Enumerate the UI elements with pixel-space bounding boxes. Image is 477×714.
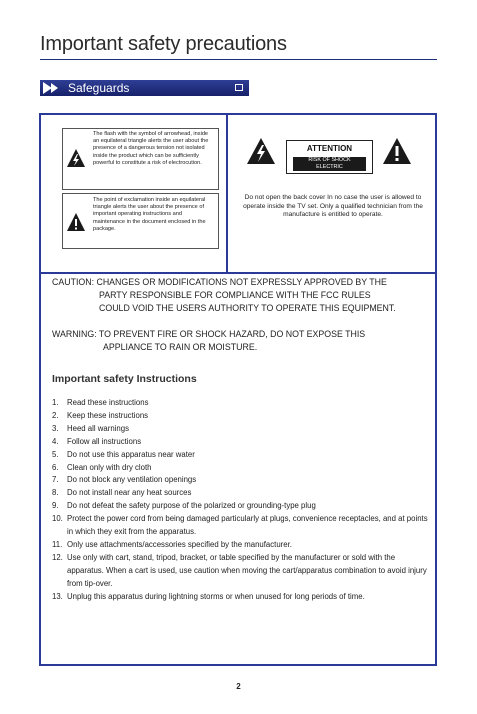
list-item-text: Use only with cart, stand, tripod, bracket, or table specified by the manufacturer or sold with the apparatus. When a cart is used, use caution when moving the cart/apparatus combination to avoid injury from tip-over.	[67, 552, 427, 588]
instructions-list	[52, 397, 428, 604]
list-item	[52, 423, 428, 436]
caution-paragraph	[52, 276, 432, 315]
list-item	[52, 513, 428, 539]
page-number: 2	[236, 682, 241, 691]
list-item-number: 1.	[52, 398, 59, 407]
exclamation-triangle-icon-large	[382, 137, 412, 165]
list-item	[52, 539, 428, 552]
warning-line1: WARNING: TO PREVENT FIRE OR SHOCK HAZARD, DO NOT EXPOSE THIS	[52, 329, 366, 339]
list-item	[52, 462, 428, 475]
list-item-text: Heed all warnings	[67, 423, 129, 433]
list-item-text: Do not install near any heat sources	[67, 488, 192, 498]
list-item-number: 2.	[52, 410, 59, 420]
list-item-text: Only use attachments/accessories specified by the manufacturer.	[67, 539, 292, 549]
list-item-number: 11.	[52, 539, 63, 549]
instructions-heading: Important safety Instructions	[52, 373, 197, 385]
list-item-number: 3.	[52, 423, 59, 433]
exclamation-symbol-text: The point of exclamation inside an equilateral triangle alerts the user about the presence of important operating instructions and maintenance in the document enclosed in the package.	[93, 197, 206, 232]
list-item-number: 9.	[52, 501, 59, 511]
list-item-number: 6.	[52, 462, 59, 472]
list-item-number: 4.	[52, 436, 59, 446]
section-label: Safeguards	[68, 81, 130, 95]
list-item	[52, 500, 428, 513]
section-bar	[40, 80, 249, 96]
square-icon	[235, 84, 243, 91]
list-item-number: 12.	[52, 552, 63, 562]
title-rule	[40, 59, 437, 60]
lightning-triangle-icon	[66, 148, 86, 168]
list-item-number: 13.	[52, 591, 63, 601]
list-item-text: Do not defeat the safety purpose of the polarized or grounding-type plug	[67, 501, 316, 511]
list-item	[52, 436, 428, 449]
warning-line2: APPLIANCE TO RAIN OR MOISTURE.	[103, 342, 258, 352]
list-item-number: 7.	[52, 475, 59, 485]
list-item	[52, 397, 428, 410]
caution-line1: CAUTION: CHANGES OR MODIFICATIONS NOT EXPRESSLY APPROVED BY THE	[52, 277, 387, 287]
list-item-text: Protect the power cord from being damaged particularly at plugs, convenience receptacles, and at points in which they exit from the apparatus.	[67, 514, 428, 537]
list-item	[52, 591, 428, 604]
attention-title: ATTENTION	[306, 144, 353, 153]
attention-subtitle-line2: ELECTRIC	[316, 164, 343, 170]
list-item	[52, 487, 428, 500]
caution-line2: PARTY RESPONSIBLE FOR COMPLIANCE WITH THE FCC RULES	[99, 290, 371, 300]
list-item-text: Unplug this apparatus during lightning storms or when unused for long periods of time.	[67, 591, 365, 601]
list-item-text: Follow all instructions	[67, 436, 142, 446]
lightning-triangle-icon-large	[246, 137, 276, 165]
list-item-number: 10.	[52, 514, 63, 524]
list-item-text: Read these instructions	[67, 398, 149, 407]
warning-paragraph	[52, 328, 432, 354]
page-title: Important safety precautions	[40, 33, 287, 55]
back-cover-note: Do not open the back cover In no case the user is allowed to operate inside the TV set. Only a qualified technician from the manufacture is entitled to operate.	[243, 194, 423, 219]
list-item-number: 5.	[52, 449, 59, 459]
attention-label	[286, 140, 373, 174]
list-item-text: Do not block any ventilation openings	[67, 475, 197, 485]
double-arrow-icon-second	[51, 83, 58, 93]
frame-vertical-divider	[226, 115, 228, 272]
flash-symbol-text: The flash with the symbol of arrowhead, inside an equilateral triangle alerts the user about the presence of a dangerous tension not isolated inside the product which can be sufficiently powerful to constitute a risk of electrocution.	[93, 131, 209, 166]
list-item-text: Keep these instructions	[67, 410, 149, 420]
attention-subtitle-line1: RISK OF SHOCK	[308, 157, 351, 163]
frame-horizontal-divider	[41, 272, 435, 274]
list-item	[52, 410, 428, 423]
list-item	[52, 552, 428, 591]
exclamation-triangle-icon	[66, 212, 86, 232]
list-item	[52, 474, 428, 487]
attention-subtitle	[293, 157, 366, 171]
list-item-text: Do not use this apparatus near water	[67, 449, 195, 459]
list-item	[52, 449, 428, 462]
list-item-number: 8.	[52, 488, 59, 498]
list-item-text: Clean only with dry cloth	[67, 462, 152, 472]
caution-line3: COULD VOID THE USERS AUTHORITY TO OPERATE THIS EQUIPMENT.	[99, 303, 396, 313]
